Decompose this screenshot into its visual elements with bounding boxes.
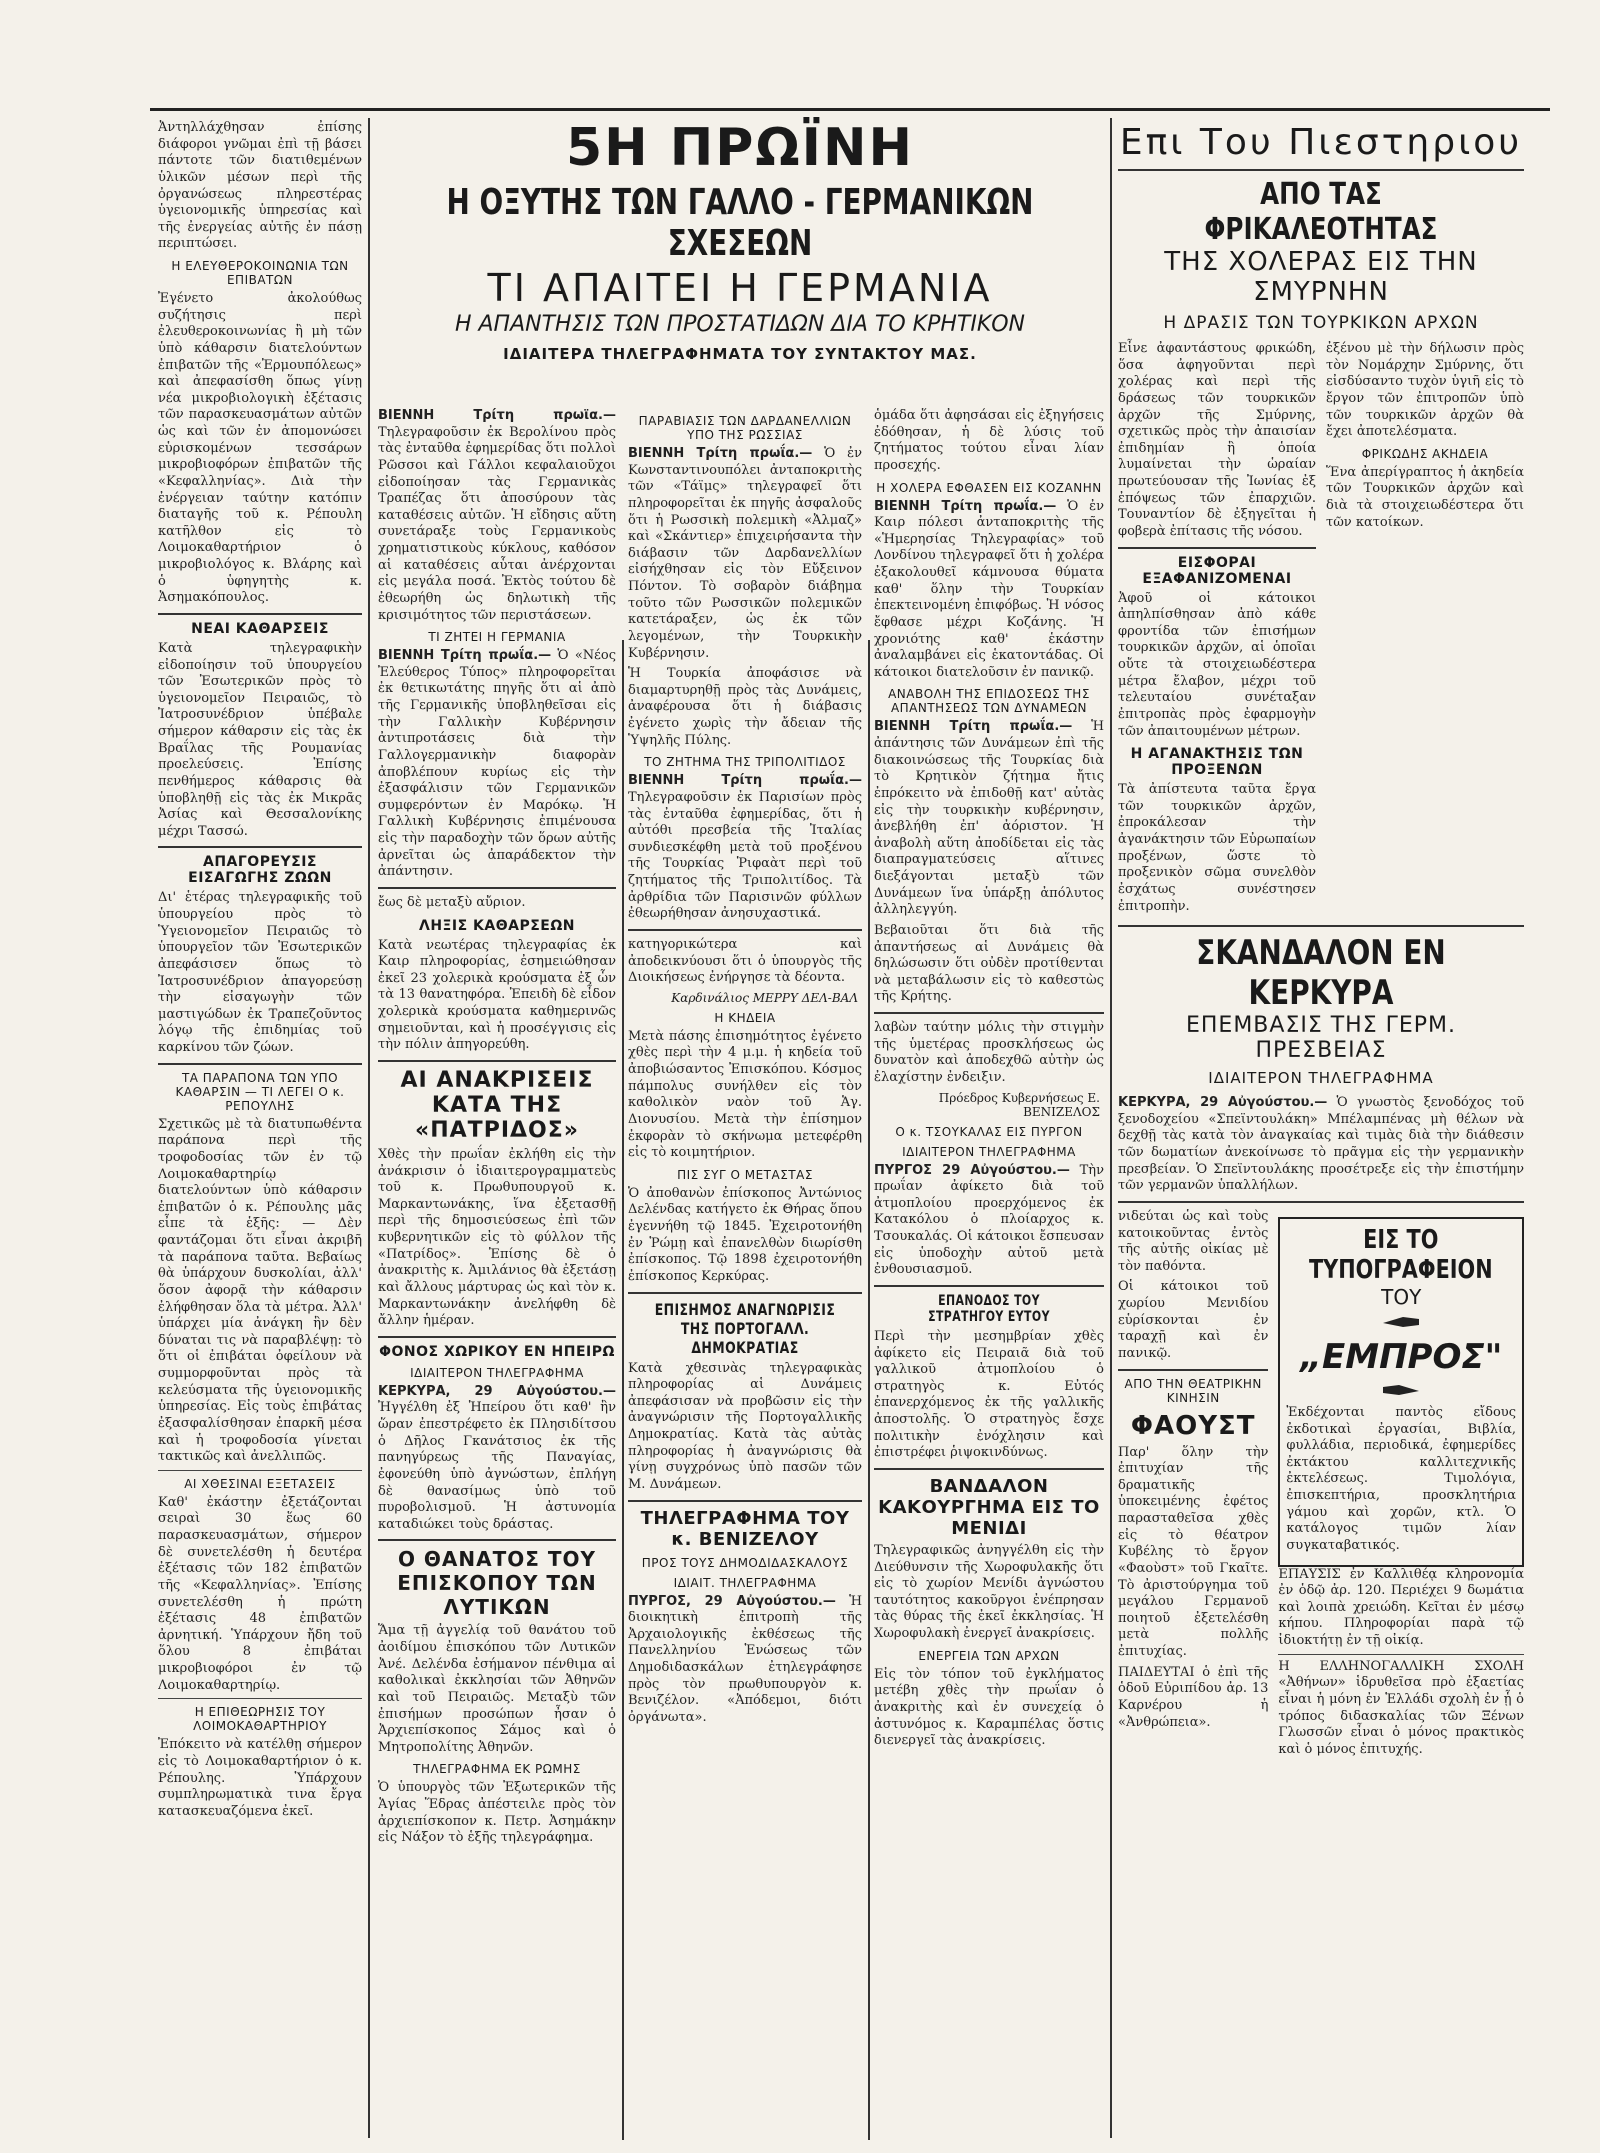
article-yesterday-exams: Καθ' ἐκάστην ἐξετάζονται σειραὶ 30 ἕως 60 παρασκευασμάτων, σήμερον δὲ συνετελέσθη ἡ δευτέρα ἐξέτασις τῶν 182 ἐπιβατῶν τῆς «Κεφαλληνίας». Ἐπίσης συνετελέσθη ἡ πρώτη ἐξέτασις 48 ἐπιβατῶν ἀρνητική. Ὑπάρχουν ἤδη τοῦ ὅλου 8 ἐπιβάται μικροβιοφόροι ἐν τῷ Λοιμοκαθαρτηρίῳ. bbox=[158, 1494, 362, 1693]
headline-cholera: ΑΠΟ ΤΑΣ ΦΡΙΚΑΛΕΟΤΗΤΑΣ bbox=[1204, 177, 1438, 247]
heading-general-return: ΕΠΑΝΟΔΟΣ ΤΟΥ ΣΤΡΑΤΗΓΟΥ ΕΥΤΟΥ bbox=[928, 1292, 1050, 1325]
article-vienna-1: Τηλεγραφοῦσιν ἐκ Βερολίνου πρὸς τὰς ἐνταῦθα ἐφημερίδας ὅτι πολλοὶ Ρῶσσοι καὶ Γάλλοι κεφαλαιοῦχοι εἰδοποίησαν τὰς Γερμανικὰς Τραπέζας ὅτι ἀποσύρουν τὰς καταθέσεις αὐτῶν. Ἡ εἴδησις αὕτη συνετάραξε τοὺς Γερμανικοὺς χρηματιστικοὺς κύκλους, καθόσον αἱ καταθέσεις αὗται ἀνέρχονται εἰς μεγάλα ποσά. Ἐκτὸς τούτου δὲ ἐθεωρήθη ὡς δηλωτικὴ τῆς κρισιμότητος τῶν περιστάσεων. bbox=[378, 424, 616, 623]
heading-special-telegram: ΙΔΙΑΙΤΕΡΟΝ ΤΗΛΕΓΡΑΦΗΜΑ bbox=[410, 1365, 584, 1380]
heading-venizelos-telegram: ΤΗΛΕΓΡΑΦΗΜΑ ΤΟΥ κ. ΒΕΝΙΖΕΛΟΥ bbox=[640, 1507, 850, 1550]
article-horrible-neglect: Ἕνα ἀπερίγραπτος ἡ ἀκηδεία τῶν Τουρκικῶν ἀρχῶν καὶ διὰ τὰ στοιχειωδέστερα ὅτι τῶν κατοίκων. bbox=[1326, 464, 1524, 530]
left-intro: Ἀντηλλάχθησαν ἐπίσης διάφοροι γνῶμαι ἐπὶ τῇ βάσει πάντοτε τῶν διατιθεμένων ὑλικῶν μέσων περὶ τῆς ὀργανώσεως πληρεστέρας ὑγειονομικῆς ὑπηρεσίας καὶ τῆς ἐνεργείας αὐτῆς ἐν πάσῃ περιπτώσει. bbox=[158, 120, 362, 252]
article-vienna-2: Ὁ «Νέος Ἐλεύθερος Τύπος» πληροφορεῖται ἐκ θετικωτάτης πηγῆς ὅτι αἱ ἀπὸ τῆς Γερμανικῆς ὑποβληθεῖσαι εἰς τὴν Γαλλικὴν Κυβέρνησιν ἀντιπροτάσεις διὰ τὴν Γαλλογερμανικὴν διαφορὰν ἀποβλέπουν κυρίως εἰς τὴν ἐξασφάλισιν τῶν Γερμανικῶν συμφερόντων ἐν Μαρόκῳ. Ἡ Γαλλικὴ Κυβέρνησις ἐπιμένουσα εἰς τὴν παραδοχὴν τῶν ὅρων αὐτῆς ἀρνεῖται ὡς ἀπαράδεκτον τὴν ἀπάντησιν. bbox=[378, 648, 616, 880]
divider bbox=[378, 1539, 616, 1541]
article-funeral: Μετὰ πάσης ἐπισημότητος ἐγένετο χθὲς περὶ τὴν 4 μ.μ. ἡ κηδεία τοῦ ἀποβιώσαντος Ἐπισκόπου. Κόσμος πάμπολυς συνήλθεν εἰς τὸν καθολικὸν ναὸν τοῦ Ἁγ. Διονυσίου. Μετὰ τὴν ἐπίσημον ἐκφορὰν τὸ σκήνωμα μετεφέρθη εἰς τὸ κοιμητήριον. bbox=[628, 1028, 862, 1161]
article-corfu-scandal: Ὁ γνωστὸς ξενοδόχος τοῦ ξενοδοχείου «Σπεϊντουλάκη» Μπέλαμπένας μὴ θέλων νὰ δεχθῇ τὰς κατὰ τὸν ἀναγκαίας καὶ τιμὰς διὰ τὴν διάθεσιν τῶν δωματίων ἀνεκοίνωσε τὸ πρᾶγμα εἰς τὴν γερμανικὴν πρεσβείαν. Ὁ Σπεϊντουλάκης προσέτρεξε εἰς τὴν ἐπιστήμην τῶν γερμανῶν ὑπαλλήλων. bbox=[1118, 1095, 1524, 1194]
heading-animal-import-ban: ΑΠΑΓΟΡΕΥΣΙΣ ΕΙΣΑΓΩΓΗΣ ΖΩΩΝ bbox=[188, 854, 332, 887]
article-complaints: Σχετικῶς μὲ τὰ διατυπωθέντα παράπονα περὶ τῆς τροφοδοσίας τῶν ἐν τῷ Λοιμοκαθαρτηρίῳ διατελούντων ὑπὸ κάθαρσιν ἐπιβατῶν ὁ κ. Ρέπουλης μᾶς εἶπε τὰ ἑξῆς: — Δὲν φαντάζομαι ὅτι εἶναι ἀκριβῆ τὰ παράπονα ταῦτα. Βεβαίως θὰ ὑπάρχουν δυσκολίαι, ἀλλ' ὅσον ἀφορᾷ τὴν κάθαρσιν ἐλήφθησαν ὅλα τὰ μέτρα. Ἀλλ' ὑπάρχει μία ἀνάγκη ἣν δὲν δύναται τις νὰ παραβλέψῃ: τὸ ὅτι οἱ ἐπιβάται ὀφείλουν νὰ συμμορφοῦνται πρὸς τὰ κελεύσματα τῆς ὑγειονομικῆς ὑπηρεσίας. Εἰς τοὺς ἐπιβάτας ἐξασφαλίσθησαν ἐπαρκῆ μέσα καὶ ἡ τροφοδοσία γίνεται τακτικῶς καὶ ἀνελλιπῶς. bbox=[158, 1116, 362, 1465]
telegrams-label: ΙΔΙΑΙΤΕΡΑ ΤΗΛΕΓΡΑΦΗΜΑΤΑ ΤΟΥ ΣΥΝΤΑΚΤΟΥ ΜΑΣ. bbox=[503, 345, 977, 363]
heading-postponement: ΑΝΑΒΟΛΗ ΤΗΣ ΕΠΙΔΟΣΕΩΣ ΤΗΣ ΑΠΑΝΤΗΣΕΩΣ ΤΩΝ ΔΥΝΑΜΕΩΝ bbox=[888, 687, 1090, 716]
dateline: ΚΕΡΚΥΡΑ, 29 Αὐγούστου.— bbox=[378, 1383, 616, 1399]
heading-authorities-action: ΕΝΕΡΓΕΙΑ ΤΩΝ ΑΡΧΩΝ bbox=[918, 1648, 1060, 1663]
divider bbox=[874, 1285, 1104, 1287]
heading-special-telegram: ΙΔΙΑΙΤΕΡΟΝ ΤΗΛΕΓΡΑΦΗΜΑ bbox=[902, 1144, 1076, 1159]
article-tsoukalas: Τὴν πρωΐαν ἀφίκετο διὰ τοῦ ἀτμοπλοίου προερχόμενος ἐκ Κατακόλου ὁ πλοίαρχος κ. Τσουκαλάς. Οἱ κάτοικοι ἔσπευσαν εἰς ὑποδοχὴν αὐτοῦ μετὰ ἐνθουσιασμοῦ. bbox=[874, 1162, 1104, 1278]
article-inspection: Ἐπόκειτο νὰ κατέλθῃ σήμερον εἰς τὸ Λοιμοκαθαρτήριον ὁ κ. Ρέπουλης. Ὑπάρχουν συμπληρωματικὰ τινα ἔργα κατασκευαζόμενα ἐκεῖ. bbox=[158, 1737, 362, 1819]
column-divider bbox=[368, 118, 370, 2138]
ad-text: Ἐκδέχονται παντὸς εἴδους ἐκδοτικαὶ ἐργασίαι, Βιβλία, φυλλάδια, περιοδικά, ἐφημερίδες ἐκτάκτου καλλιτεχνικῆς ἐκτελέσεως. Τιμολόγια, ἐπισκεπτήρια, προσκλητήρια γάμου καὶ χορῶν, κτλ. Ὁ κατάλογος τιμῶν λίαν συγκαταβατικός. bbox=[1286, 1404, 1516, 1553]
two-col-block bbox=[1118, 341, 1524, 919]
divider bbox=[628, 1292, 862, 1294]
article-postponement-2: Βεβαιοῦται ὅτι διὰ τῆς ἀπαντήσεως αἱ Δυνάμεις θὰ δηλώσωσιν ὅτι οὐδὲν προτίθενται νὰ μεταβάλωσιν εἰς τὸ καθεστὼς τῆς Κρήτης. bbox=[874, 922, 1104, 1005]
dateline: ΒΙΕΝΝΗ Τρίτη πρωΐα.— bbox=[378, 648, 552, 664]
heading-cholera-kozani: Η ΧΟΛΕΡΑ ΕΦΘΑΣΕΝ ΕΙΣ ΚΟΖΑΝΗΝ bbox=[876, 480, 1102, 495]
heading-yesterday-exams: ΑΙ ΧΘΕΣΙΝΑΙ ΕΞΕΤΑΣΕΙΣ bbox=[184, 1476, 336, 1491]
article-murder-epirus: Ἠγγέλθη ἐξ Ἠπείρου ὅτι καθ' ἣν ὥραν ἐπεστρέφετο ἐκ Πλησιδίτσου ὁ Δῆλος Γκανάτσιος ἐκ τῆς πανηγύρεως τῆς Παναγίας, ἐφονεύθη ὑπὸ ἀγνώστων, ἐπλήγη δὲ θανασίμως ὑπὸ τοῦ πυροβολισμοῦ. Ἡ ἀστυνομία καταδιώκει τοὺς δράστας. bbox=[378, 1400, 616, 1532]
center-right-column bbox=[874, 408, 1104, 2148]
heading-murder-epirus: ΦΟΝΟΣ ΧΩΡΙΚΟΥ ΕΝ ΗΠΕΙΡΩ bbox=[379, 1343, 615, 1360]
center-mid-column bbox=[628, 408, 862, 2148]
heading-vandalism-menidi: ΒΑΝΔΑΛΟΝ ΚΑΚΟΥΡΓΗΜΑ ΕΙΣ ΤΟ ΜΕΝΙΔΙ bbox=[878, 1475, 1100, 1539]
article-bishop-death: Ἅμα τῇ ἀγγελίᾳ τοῦ θανάτου τοῦ ἀοιδίμου ἐπισκόπου τῶν Λυτικῶν Ἀνέ. Δελένδα ἐσήμανον πένθιμα αἱ καθολικαὶ ἐκκλησίαι τῶν Ἀθηνῶν καὶ τοῦ Πειραιῶς. Μεταξὺ τῶν ἐπισήμων προσώπων ἦσαν ὁ Ἀρχιεπίσκοπος Σάμος καὶ ὁ Μητροπολίτης Ἀθηνῶν. bbox=[378, 1623, 616, 1755]
press-header: Επι Του Πιεστηριου bbox=[1119, 122, 1523, 163]
article-menidi-residents: Οἱ κάτοικοι τοῦ χωρίου Μενιδίου εὑρίσκονται ἐν ταραχῇ καὶ ἐν πανικῷ. bbox=[1118, 1279, 1269, 1361]
subheadline-turkish-authorities: Η ΔΡΑΣΙΣ ΤΩΝ ΤΟΥΡΚΙΚΩΝ ΑΡΧΩΝ bbox=[1163, 313, 1479, 333]
heading-tripolitania: ΤΟ ΖΗΤΗΜΑ ΤΗΣ ΤΡΙΠΟΛΙΤΙΔΟΣ bbox=[644, 755, 846, 770]
dateline: ΒΙΕΝΝΗ Τρίτη πρωΐα.— bbox=[628, 446, 813, 461]
heading-funeral: Η ΚΗΔΕΙΑ bbox=[714, 1010, 776, 1025]
subheadline-german-embassy: ΕΠΕΜΒΑΣΙΣ ΤΗΣ ΓΕΡΜ. ΠΡΕΣΒΕΙΑΣ bbox=[1185, 1013, 1457, 1064]
article-vandalism-menidi: Τηλεγραφικῶς ἀνηγγέλθη εἰς τὴν Διεύθυνσιν τῆς Χωροφυλακῆς ὅτι εἰς τὸ χωρίον Μενίδι ἀγνώστου ταυτότητος κακοῦργοι ἐνέπρησαν τὰς θύρας τῆς ἐκεῖ ἐκκλησίας. Ἡ Χωροφυλακὴ ἐνεργεῖ ἀνακρίσεις. bbox=[874, 1542, 1104, 1641]
heading-faust: ΦΑΟΥΣΤ bbox=[1130, 1410, 1256, 1441]
subheadline-smyrna: ΤΗΣ ΧΟΛΕΡΑΣ ΕΙΣ ΤΗΝ ΣΜΥΡΝΗΝ bbox=[1164, 247, 1478, 307]
article-continuation: ἔως δὲ μεταξὺ αὔριον. bbox=[378, 894, 526, 910]
heading-horrible-neglect: ΦΡΙΚΩΔΗΣ ΑΚΗΔΕΙΑ bbox=[1361, 446, 1489, 461]
article-postponement: Ἡ ἀπάντησις τῶν Δυνάμεων ἐπὶ τῆς διακοινώσεως τῆς Τουρκίας διὰ τὸ Κρητικὸν ζήτημα ἤτις ἐπρόκειτο νὰ ἐπιδοθῇ κατ' αὐτὰς εἰς τὴν τουρκικὴν κυβέρνησιν, ἀνεβλήθη ἐπ' ἀόριστον. Ἡ ἀναβολὴ αὕτη ἀποδίδεται εἰς τὰς διαπραγματεύσεις αἵτινες διεξάγονται μεταξὺ τῶν Δυνάμεων ἵνα ὑπάρξῃ ἀπόλυτος ἀλληλεγγύη. bbox=[874, 719, 1104, 918]
subcolumn bbox=[1118, 341, 1316, 919]
signature: Καρδινάλιος ΜΕΡΡΥ ΔΕΛ-ΒΑΛ bbox=[671, 990, 858, 1005]
article-continuation: νιδεύται ὡς καὶ τοὺς κατοικοῦντας ἐντὸς τῆς αὐτῆς οἰκίας μὲ τὸν παθόντα. bbox=[1118, 1208, 1269, 1274]
dateline: ΚΕΡΚΥΡΑ, 29 Αὐγούστου.— bbox=[1118, 1095, 1328, 1111]
heading-inspection: Η ΕΠΙΘΕΩΡΗΣΙΣ ΤΟΥ ΛΟΙΜΟΚΑΘΑΡΤΗΡΙΟΥ bbox=[193, 1705, 327, 1734]
ad-newspaper-name: „ΕΜΠΡΟΣ" bbox=[1300, 1336, 1503, 1377]
heading-end-of-quarantines: ΛΗΞΙΣ ΚΑΘΑΡΣΕΩΝ bbox=[419, 917, 575, 934]
subcolumn bbox=[1118, 1209, 1268, 1763]
column-divider bbox=[1110, 118, 1112, 2138]
dateline: ΒΙΕΝΝΗ Τρίτη πρωΐα.— bbox=[874, 719, 1073, 735]
edition-title: 5Η ΠΡΩΪΝΗ bbox=[565, 118, 915, 178]
article-free-communication: Ἐγένετο ἀκολούθως συζήτησις περὶ ἐλευθεροκοινωνίας ἢ μὴ τῶν ὑπὸ κάθαρσιν διατελούντων ἐπιβατῶν τῆς «Ἐρμουπόλεως» καὶ ἀπεφασίσθη ὅπως γίνῃ νέα μικροβιολογικὴ ἐξέτασις τῶν παρασκευασμάτων αὐτῶν ὡς καὶ τῶν ἐν ἀπομονώσει εὑρισκομένων τεσσάρων μικροβιοφόρων ἐπιβατῶν τῆς «Κεφαλληνίας». Διὰ τὴν ἐνέργειαν ταύτην κατόπιν διαταγῆς τοῦ κ. Ρέπουλη κατῆλθον εἰς τὸ Λοιμοκαθαρτήριον ὁ μικροβιολόγος κ. Βλάρης καὶ ὁ ὑφηγητὴς κ. Ἀσημακόπουλος. bbox=[158, 291, 362, 606]
article-tripolitania: Τηλεγραφοῦσιν ἐκ Παρισίων πρὸς τὰς ἐνταῦθα ἐφημερίδας, ὅτι ἡ αὐτόθι πρεσβεία τῆς Ἰταλίας συνδιεσκέφθη μετὰ τοῦ προξένου τῆς Τουρκίας Ῥιφαὰτ περὶ τοῦ ζητήματος τῆς Τριπολιτίδος. Τὰ ἀρθρίδια τῶν Παρισινῶν φύλλων ἐθεωρήθησαν ἀνησυχαστικά. bbox=[628, 789, 862, 922]
article-venizelos-telegram: Ἡ διοικητικὴ ἐπιτροπὴ τῆς Ἀρχαιολογικῆς ἐκθέσεως τῆς Πανελληνίου Ἑνώσεως τῶν Δημοδιδασκάλων ἐτηλεγράφησε πρὸς τὸν πρωθυπουργὸν κ. Βενιζέλον. «Ἀπόδεμοι, διότι ὀργάνωτα». bbox=[628, 1593, 862, 1725]
pointing-hand-icon bbox=[1381, 1377, 1421, 1405]
ad-title: ΕΙΣ ΤΟ ΤΥΠΟΓΡΑΦΕΙΟΝ bbox=[1309, 1224, 1494, 1285]
subheadline-2: Η ΑΠΑΝΤΗΣΙΣ ΤΩΝ ΠΡΟΣΤΑΤΙΔΩΝ ΔΙΑ ΤΟ ΚΡΗΤΙΚΟΝ bbox=[454, 312, 1026, 337]
heading-vanishing-contributions: ΕΙΣΦΟΡΑΙ ΕΞΑΦΑΝΙΖΟΜΕΝΑΙ bbox=[1142, 554, 1292, 587]
masthead bbox=[375, 112, 1105, 363]
article-cholera-smyrna: Εἶνε ἀφαντάστους φρικώδη, ὅσα ἀφηγοῦνται περὶ χολέρας καὶ περὶ τῆς δράσεως τῶν τουρκικῶν ἀρχῶν τῆς Σμύρνης, σχετικῶς πρὸς τὴν ἀπαισίαν ἐπιδημίαν ἣ ὁποία λυμαίνεται τὴν ὡραίαν πρωτεύουσαν τῆς Ἰωνίας ἐξ ἐπόψεως τῶν ἐπαρχιῶν. Τουναντίον δὲ ἐξηγεῖται ἡ φοβερὰ ἐπίτασις τῆς νόσου. bbox=[1118, 341, 1316, 539]
divider bbox=[1118, 925, 1524, 927]
article-vanishing-contributions: Ἀφοῦ οἱ κάτοικοι ἀπηλπίσθησαν ἀπὸ κάθε φροντίδα τῶν ἐπισήμων τουρκικῶν ἀρχῶν, αἱ ὁποῖαι οὔτε τὰ στοιχειωδέστερα μέτρα ἔλαβον, μέχρι τοῦ τελευταίου συνέταξαν ἐπιτροπὰς πρὸς ἐφαρμογὴν τῶν ἀπαιτουμένων μέτρων. bbox=[1118, 590, 1316, 739]
article-smyrna-continued: ἐξένου μὲ τὴν δήλωσιν πρὸς τὸν Νομάρχην Σμύρνης, ὅτι εἰσδύσαντο τυχὸν ὑγιῆ εἰς τὸ ἔργον τῶν ἐπιτροπῶν ὑπὸ τῶν τουρκικῶν ἀρχῶν θὰ ἔχει ἀποτελέσματα. bbox=[1326, 341, 1524, 440]
heading-to-teachers: ΠΡΟΣ ΤΟΥΣ ΔΗΜΟΔΙΔΑΣΚΑΛΟΥΣ bbox=[641, 1555, 849, 1570]
heading-free-communication: Η ΕΛΕΥΘΕΡΟΚΟΙΝΩΝΙΑ ΤΩΝ ΕΠΙΒΑΤΩΝ bbox=[171, 259, 349, 287]
right-column bbox=[1118, 120, 1524, 2150]
article-consuls-indignation: Τὰ ἀπίστευτα ταῦτα ἔργα τῶν τουρκικῶν ἀρχῶν, ἐπροκάλεσαν τὴν ἀγανάκτησιν τῶν Εὐρωπαίων προξένων, ὥστε τὸ προξενικὸν σῶμα συνελθὸν ἐσχάτως συνέστησεν ἐπιτροπὴν. bbox=[1118, 782, 1316, 914]
ad-name-row bbox=[1286, 1309, 1516, 1405]
article-animal-import-ban: Δι' ἑτέρας τηλεγραφικῆς τοῦ ὑπουργείου πρὸς τὸ Ὑγειονομεῖον Πειραιῶς τὸ ὑπουργεῖον τῶν Ἐσωτερικῶν ἀπεφάσισεν ὅπως τὸ Ἰατροσυνέδριον ἀπαγορεύσῃ τὴν εἰσαγωγὴν τῶν μαστιγώδων ἐκ Τραπεζοῦντος λόγῳ τῆς ἐπιδημίας τοῦ καρκίνου τῶν ζώων. bbox=[158, 890, 362, 1055]
signature: Πρόεδρος Κυβερνήσεως Ε. ΒΕΝΙΖΕΛΟΣ bbox=[938, 1090, 1100, 1119]
divider bbox=[158, 1470, 362, 1471]
dateline: ΠΥΡΓΟΣ 29 Αὐγούστου.— bbox=[874, 1162, 1070, 1178]
article-continuation-2: λαβὼν ταύτην μόλις τὴν στιγμὴν τῆς ὑμετέρας προσκλήσεως ὡς δυνατὸν καὶ ἀποδεχθῶ αὐτὴν ὡς ἐλαχίστην ἐνδειξιν. bbox=[874, 1020, 1104, 1085]
column-divider bbox=[622, 640, 624, 2140]
heading-investigations: ΑΙ ΑΝΑΚΡΙΣΕΙΣ ΚΑΤΑ ΤΗΣ «ΠΑΤΡΙΔΟΣ» bbox=[400, 1067, 594, 1143]
article-telegram-rome: Ὁ ὑπουργὸς τῶν Ἐξωτερικῶν τῆς Ἁγίας Ἕδρας ἀπέστειλε πρὸς τὸν ἀρχιεπίσκοπον κ. Πετρ. Ἀσημάκην εἰς Νάξον τὸ ἑξῆς τηλεγράφημα. bbox=[378, 1780, 616, 1846]
subcolumn bbox=[1278, 1209, 1524, 1763]
column-divider bbox=[868, 640, 870, 2140]
dateline: ΒΙΕΝΝΗ Τρίτη πρωΐα.— bbox=[628, 773, 862, 789]
headline-corfu-scandal: ΣΚΑΝΔΑΛΟΝ ΕΝ ΚΕΡΚΥΡΑ bbox=[1196, 933, 1446, 1014]
divider bbox=[378, 887, 616, 889]
dateline: ΠΥΡΓΟΣ, 29 Αὐγούστου.— bbox=[628, 1593, 836, 1609]
heading-consuls-indignation: Η ΑΓΑΝΑΚΤΗΣΙΣ ΤΩΝ ΠΡΟΞΕΝΩΝ bbox=[1130, 746, 1304, 779]
two-col-block bbox=[1118, 1209, 1524, 1763]
divider bbox=[158, 1698, 362, 1699]
heading-new-quarantines: ΝΕΑΙ ΚΑΘΑΡΣΕΙΣ bbox=[191, 620, 329, 637]
heading-telegram-rome: ΤΗΛΕΓΡΑΦΗΜΑ ΕΚ ΡΩΜΗΣ bbox=[413, 1762, 581, 1777]
divider bbox=[628, 1500, 862, 1502]
subcolumn bbox=[1326, 341, 1524, 919]
divider bbox=[874, 1012, 1104, 1014]
article-dardanelles: Ὁ ἐν Κωνσταντινουπόλει ἀνταποκριτὴς τῶν «Τάϊμς» τηλεγραφεῖ ὅτι πληροφορεῖται ἐκ πηγῆς ἀσφαλοῦς ὅτι ἡ Ρωσσικὴ πολεμικὴ «Ἀλμαζ» καὶ «Σκάντιερ» ἐπιχειρήσαντα τὴν διάβασιν τῶν Δαρδανελλίων εἰσήχθησαν εἰς τὸν Εὔξεινον Πόντον. Τὸ σοβαρὸν διάβημα τοῦτο τῶν Ρωσσικῶν πολεμικῶν κατετάραξεν, ὡς ἐκ τῶν λεγομένων, τὴν Τουρκικὴν Κυβέρνησιν. bbox=[628, 446, 862, 661]
divider bbox=[1118, 1201, 1524, 1203]
divider bbox=[1118, 169, 1524, 171]
article-authorities-action: Εἰς τὸν τόπον τοῦ ἐγκλήματος μετέβη χθὲς τὴν πρωΐαν ὁ ἀνακριτὴς καὶ ἐν συνεχείᾳ ὁ ἀστυνόμος κ. Καραμπέλας ὅστις διενεργεῖ τὰς ἀνακρίσεις. bbox=[874, 1666, 1104, 1749]
divider bbox=[158, 613, 362, 615]
main-headline: Η ΟΞΥΤΗΣ ΤΩΝ ΓΑΛΛΟ - ΓΕΡΜΑΝΙΚΩΝ ΣΧΕΣΕΩΝ bbox=[446, 182, 1034, 264]
article-faust: Παρ' ὅλην τὴν ἐπιτυχίαν τῆς δραματικῆς ὑποκειμένης ἐφέτος παρασταθεῖσα χθὲς εἰς τὸ θέατρον Κυβέλης τὸ ἔργον «Φαοὺστ» τοῦ Γκαῖτε. Τὸ ἀριστούργημα τοῦ μεγάλου Γερμανοῦ ποιητοῦ ἐξετελέσθη μετὰ πολλῆς ἐπιτυχίας. bbox=[1118, 1444, 1269, 1659]
article-portugal-recognition: Κατὰ χθεσινὰς τηλεγραφικὰς πληροφορίας αἱ Δυνάμεις ἀπεφάσισαν νὰ προβῶσιν εἰς τὴν ἀναγνώρισιν τῆς Πορτογαλλικῆς Δημοκρατίας. Κατὰ τὰς αὐτὰς πληροφορίας ἡ ἀναγνώρισις θὰ γίνῃ συγχρόνως ὑπὸ πασῶν τῶν Μ. Δυνάμεων. bbox=[628, 1360, 862, 1492]
article-the-deceased: Ὁ ἀποθανὼν ἐπίσκοπος Ἀντώνιος Δελένδας κατήγετο ἐκ Θήρας ὅπου ἐγεννήθη τῷ 1845. Ἐχειροτονήθη ἐν Ῥώμῃ καὶ ἐπανελθὼν διωρίσθη ἐπίσκοπος. Τῷ 1898 ἐχειροτονήθη ἐπίσκοπος Κερκύρας. bbox=[628, 1185, 862, 1284]
article-continuation: κατηγορικώτερα καὶ ἀποδεικνύουσι ὅτι ὁ ὑπουργὸς τῆς Διοικήσεως ἐνήργησε τὰ δέοντα. bbox=[628, 936, 862, 986]
heading-special-telegram: ΙΔΙΑΙΤΕΡΟΝ ΤΗΛΕΓΡΑΦΗΜΑ bbox=[1208, 1069, 1434, 1088]
heading-theatre: ΑΠΟ ΤΗΝ ΘΕΑΤΡΙΚΗΝ ΚΙΝΗΣΙΝ bbox=[1124, 1376, 1262, 1405]
heading-tsoukalas: Ο κ. ΤΣΟΥΚΑΛΑΣ ΕΙΣ ΠΥΡΓΟΝ bbox=[895, 1124, 1083, 1139]
article-end-of-quarantines: Κατὰ νεωτέρας τηλεγραφίας ἐκ Καιρ πληροφορίας, ἐσημειώθησαν ἐκεῖ 23 χολερικὰ κρούσματα ἐξ ὧν τὰ 13 θανατηφόρα. Ἐπειδὴ δὲ εἶδον χολερικὰ κρούσματα καθημερινῶς σημειοῦνται, καὶ ἡ προσέγγισις εἰς τὴν πόλιν ἀπηγορεύθη. bbox=[378, 937, 616, 1053]
heading-complaints: ΤΑ ΠΑΡΑΠΟΝΑ ΤΩΝ ΥΠΟ ΚΑΘΑΡΣΙΝ — ΤΙ ΛΕΓΕΙ Ο κ. ΡΕΠΟΥΛΗΣ bbox=[175, 1070, 345, 1113]
dateline: ΒΙΕΝΝΗ Τρίτη πρωΐα.— bbox=[378, 408, 616, 423]
notice-school: Η ΕΛΛΗΝΟΓΑΛΛΙΚΗ ΣΧΟΛΗ «Ἀθήνων» ἱδρυθεῖσα πρὸ ἐξαετίας εἶναι ἡ μόνη ἐν Ἑλλάδι σχολὴ ἐν ᾗ ὁ τρόπος διδασκαλίας τῶν Ξένων Γλωσσῶν εἶναι ὁ μόνος πρακτικὸς καὶ ὁ μόνος ἐπιτυχής. bbox=[1278, 1658, 1524, 1757]
article-continuation: ὁμάδα ὅτι ἀφησάσαι εἰς ἐξηγήσεις ἐδόθησαν, ἡ δὲ λύσις τοῦ ζητήματος τούτου εἶναι λίαν προσεχής. bbox=[874, 408, 1104, 473]
heading-the-deceased: ΠΙΣ ΣΥΓ Ο ΜΕΤΑΣΤΑΣ bbox=[677, 1167, 813, 1182]
divider bbox=[1278, 1654, 1524, 1655]
divider bbox=[628, 929, 862, 931]
left-column bbox=[158, 120, 362, 2150]
article-cholera-kozani: Ὁ ἐν Καιρ πόλεσι ἀνταποκριτὴς τῆς «Ἡμερησίας Τηλεγραφίας» τοῦ Λονδίνου τηλεγραφεῖ ὅτι ἡ χολέρα ἐξακολουθεῖ κάμνουσα θύματα καθ' ὅλην τὴν Τουρκίαν ἐπεκτεινομένη ἐπιφόβως. Ἡ νόσος ἔφθασε μέχρι Κοζάνης. Ἡ χρονιότης καθ' ἑκάστην ἀναλαμβάνει εἰς ἑκατοντάδας. Οἱ κάτοικοι διατελοῦσιν ἐν πανικῷ. bbox=[874, 498, 1104, 680]
heading-special-telegram: ΙΔΙΑΙΤ. ΤΗΛΕΓΡΑΦΗΜΑ bbox=[673, 1575, 817, 1590]
top-rule bbox=[150, 108, 1550, 111]
subheadline: ΤΙ ΑΠΑΙΤΕΙ Η ΓΕΡΜΑΝΙΑ bbox=[487, 266, 993, 310]
heading-bishop-death: Ο ΘΑΝΑΤΟΣ ΤΟΥ ΕΠΙΣΚΟΠΟΥ ΤΩΝ ΛΥΤΙΚΩΝ bbox=[397, 1547, 597, 1620]
divider bbox=[1118, 547, 1316, 549]
article-dardanelles-2: Ἡ Τουρκία ἀποφάσισε νὰ διαμαρτυρηθῇ πρὸς τὰς Δυνάμεις, ἀναφέρουσα ὅτι ἡ διάβασις ἐγένετο χωρὶς τὴν ἄδειαν τῆς Ὑψηλῆς Πύλης. bbox=[628, 666, 862, 748]
article-general-return: Περὶ τὴν μεσημβρίαν χθὲς ἀφίκετο εἰς Πειραιᾶ διὰ τοῦ γαλλικοῦ ἀτμοπλοίου ὁ στρατηγὸς κ. Εὐτός ἐπανερχόμενος ἐκ τῆς γαλλικῆς ἀποστολῆς. Ὁ στρατηγὸς ἔσχε πολιτικὴν ἐνόχλησιν καὶ ἐπιστρέφει ῥιψοκινδύνως. bbox=[874, 1328, 1104, 1461]
divider bbox=[378, 1336, 616, 1338]
divider bbox=[874, 1468, 1104, 1470]
heading-what-germany-wants: ΤΙ ΖΗΤΕΙ Η ΓΕΡΜΑΝΙΑ bbox=[428, 630, 566, 645]
ad-of: ΤΟΥ bbox=[1381, 1284, 1422, 1309]
divider bbox=[158, 1063, 362, 1065]
article-new-quarantines: Κατὰ τηλεγραφικὴν εἰδοποίησιν τοῦ ὑπουργείου τῶν Ἐσωτερικῶν πρὸς τὸ ὑγειονομεῖον Πειραιῶς, τὸ Ἰατροσυνέδριον ὑπέβαλε σήμερον κάθαρσιν εἰς τὰς ἐκ Βραΐλας τῆς Ρουμανίας προελεύσεις. Ἐπίσης πενθήμερος κάθαρσις θὰ ὑποβληθῇ εἰς τὰς ἐκ Μικρᾶς Ἀσίας καὶ Θεσσαλονίκης μέχρι Τασσώ. bbox=[158, 640, 362, 839]
printing-advertisement bbox=[1278, 1217, 1524, 1567]
dateline: ΒΙΕΝΝΗ Τρίτη πρωΐα.— bbox=[874, 498, 1057, 514]
pointing-hand-icon bbox=[1381, 1309, 1421, 1337]
heading-portugal-recognition: ΕΠΙΣΗΜΟΣ ΑΝΑΓΝΩΡΙΣΙΣ ΤΗΣ ΠΟΡΤΟΓΑΛΛ. ΔΗΜΟΚΡΑΤΙΑΣ bbox=[654, 1299, 836, 1357]
divider bbox=[158, 846, 362, 848]
heading-dardanelles: ΠΑΡΑΒΙΑΣΙΣ ΤΩΝ ΔΑΡΔΑΝΕΛΛΙΩΝ ΥΠΟ ΤΗΣ ΡΩΣΣΙΑΣ bbox=[638, 414, 852, 442]
notice-rent: ΕΠΑΥΣΙΣ ἐν Καλλιθέᾳ κληρονομία ἐν ὁδῷ ἀρ. 120. Περιέχει 9 δωμάτια καὶ λοιπὰ χρειώδη. Κεῖται ἐν μέσῳ κήπου. Πληροφορίαι παρὰ τῷ ἰδιοκτήτῃ ἐν τῇ οἰκίᾳ. bbox=[1278, 1566, 1524, 1648]
notice-teaching: ΠΑΙΔΕΥΤΑΙ ὁ ἐπὶ τῆς ὁδοῦ Εὐριπίδου ἀρ. 13 Καρνέρου ἡ «Ἀνθρώπεια». bbox=[1118, 1664, 1269, 1730]
divider bbox=[378, 1060, 616, 1062]
center-left-column bbox=[378, 408, 616, 2148]
divider bbox=[1118, 1369, 1268, 1371]
article-investigations: Χθὲς τὴν πρωΐαν ἐκλήθη εἰς τὴν ἀνάκρισιν ὁ ἰδιαιτερογραμματεὺς τοῦ κ. Πρωθυπουργοῦ κ. Μαρκαντωνάκης, ἵνα ἐξετασθῇ περὶ τῆς δημοσιεύσεως ἐπὶ τῶν κυβερνητικῶν εἰς τὸ φύλλον τῆς «Πατρίδος». Ἐπίσης δὲ ὁ ἀνακριτὴς κ. Ἀμιλάνιος θὰ ἐξετάσῃ καὶ ἄλλους μάρτυρας ὡς καὶ τὸν κ. Μαρκαντωνάκην ἀνελήφθη δὲ ἄλλην ἡμέραν. bbox=[378, 1146, 616, 1329]
